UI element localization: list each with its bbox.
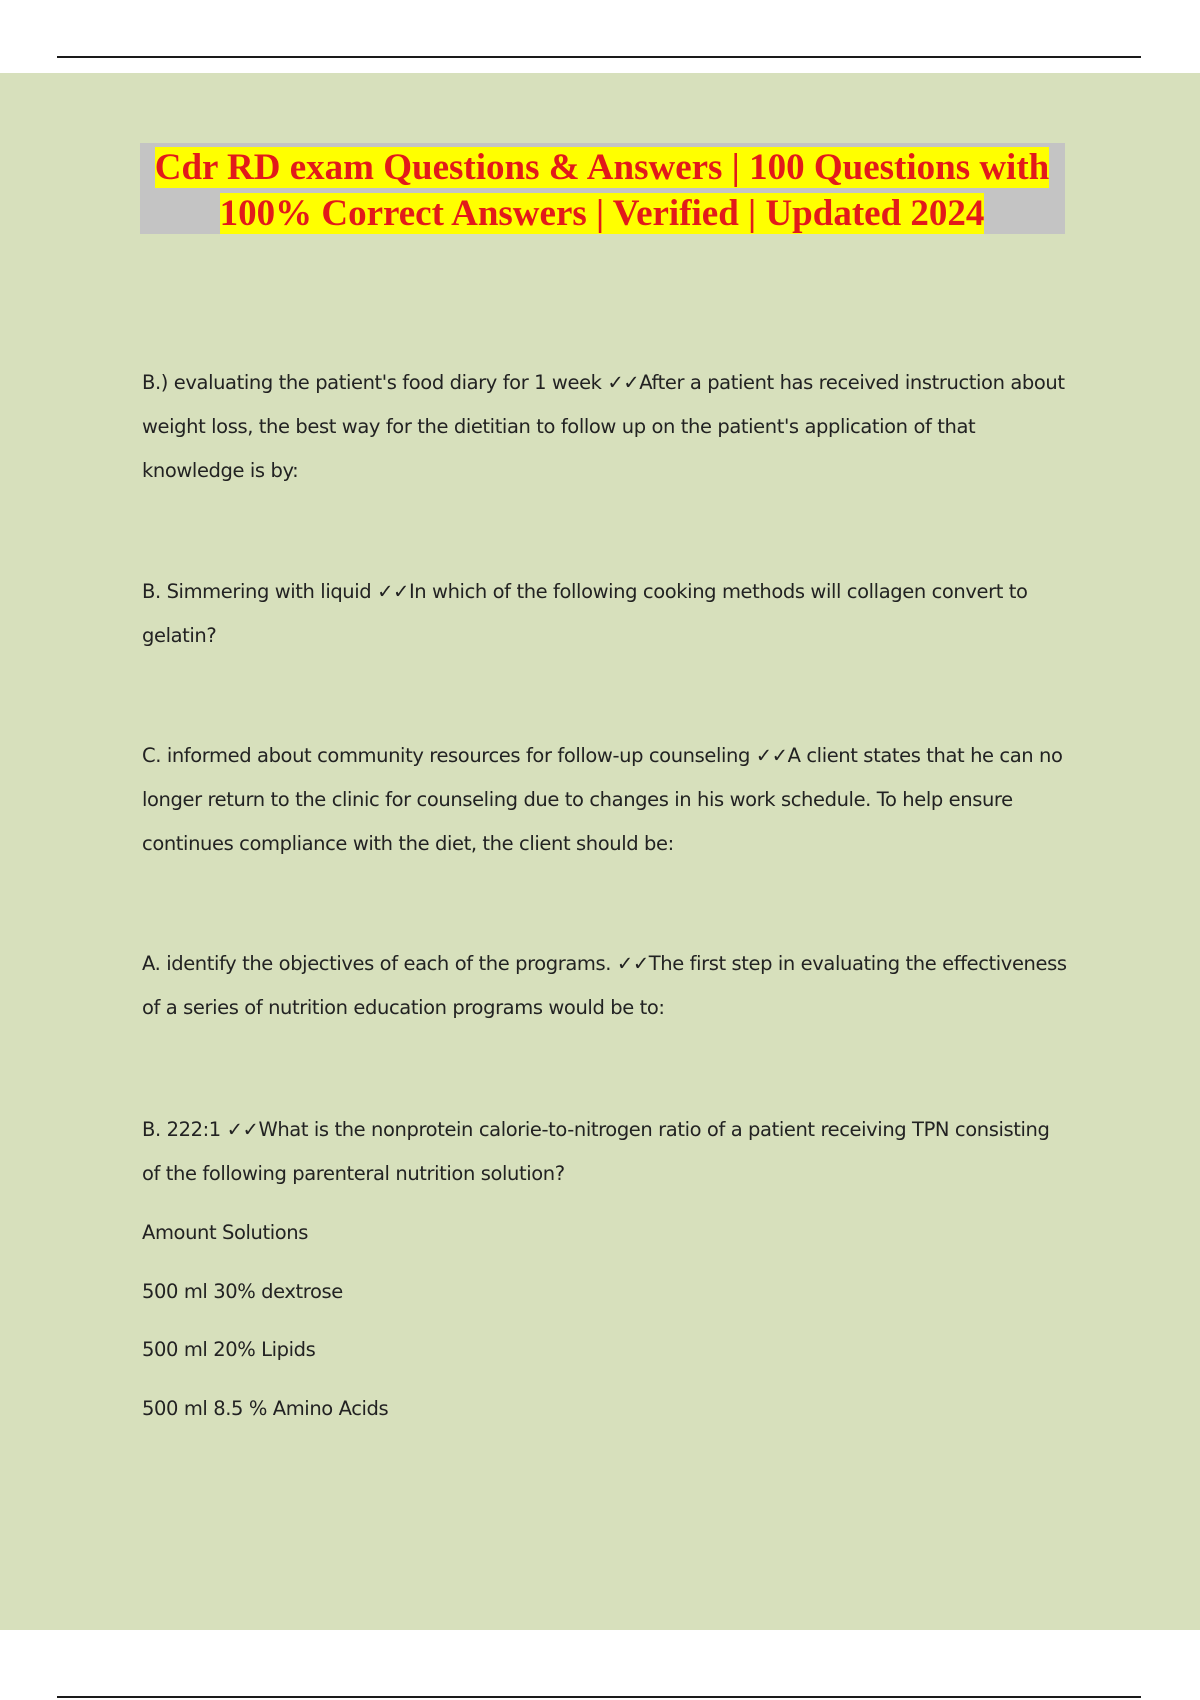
qa-item-4: A. identify the objectives of each of the programs. ✓✓The first step in evaluating the effectiveness of a series of nutrition education programs would be to: bbox=[142, 952, 1067, 1019]
bottom-rule bbox=[57, 1696, 1141, 1698]
top-rule bbox=[57, 56, 1141, 58]
solution-row: 500 ml 20% Lipids bbox=[142, 1338, 316, 1361]
qa-item-5: B. 222:1 ✓✓What is the nonprotein calorie-to-nitrogen ratio of a patient receiving TPN consisting of the following parenteral nutrition solution? bbox=[142, 1118, 1050, 1185]
document-title-highlight: Cdr RD exam Questions & Answers | 100 Questions with 100% Correct Answers | Verified | Updated 2024 bbox=[154, 147, 1050, 234]
solution-row: 500 ml 8.5 % Amino Acids bbox=[142, 1397, 389, 1420]
solution-row: 500 ml 30% dextrose bbox=[142, 1280, 343, 1303]
document-title bbox=[148, 145, 1056, 237]
solution-table-header: Amount Solutions bbox=[142, 1221, 309, 1244]
qa-item-1: B.) evaluating the patient's food diary for 1 week ✓✓After a patient has received instruction about weight loss, the best way for the dietitian to follow up on the patient's application of that knowledge is by: bbox=[142, 371, 1065, 482]
qa-item-3: C. informed about community resources for follow-up counseling ✓✓A client states that he can no longer return to the clinic for counseling due to changes in his work schedule. To help ensure continues compliance with the diet, the client should be: bbox=[142, 744, 1063, 855]
qa-item-2: B. Simmering with liquid ✓✓In which of the following cooking methods will collagen convert to gelatin? bbox=[142, 580, 1028, 647]
